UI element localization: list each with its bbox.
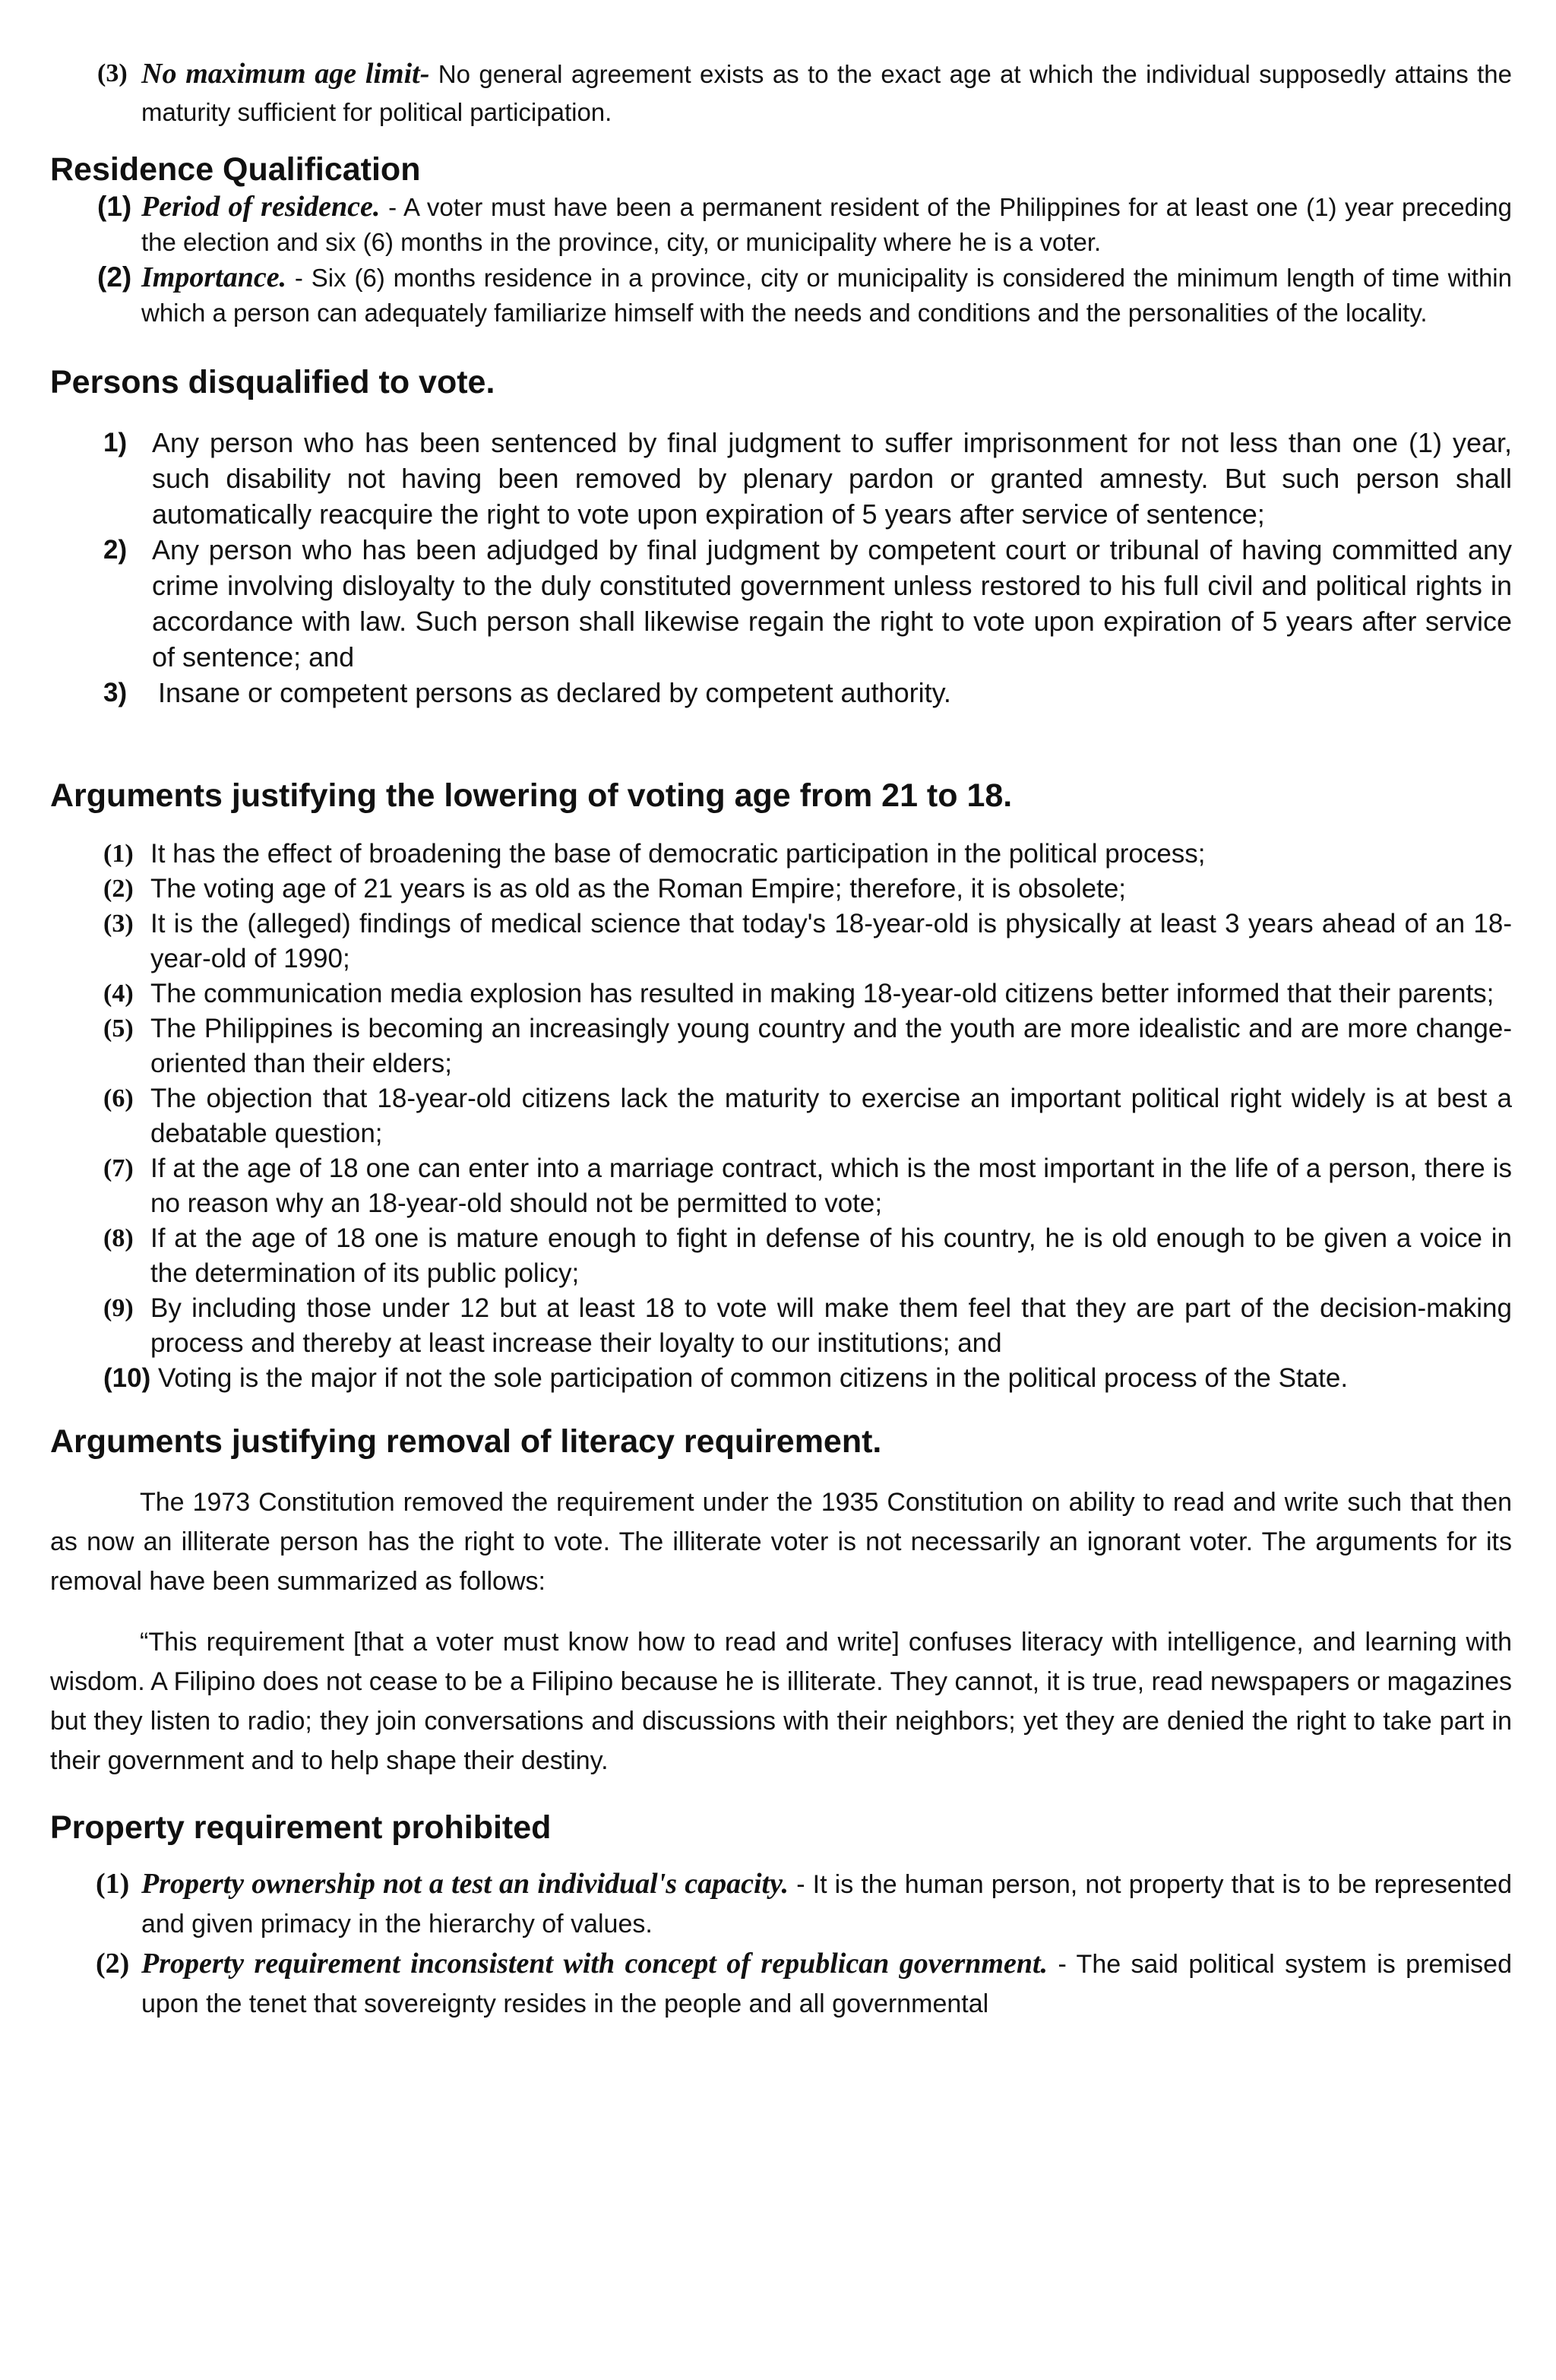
item-text: - A voter must have been a permanent resident of the Philippines for at least one (1) year preceding the election and six (6) months in the province, city, or municipality where he is a voter. bbox=[141, 193, 1512, 256]
item-number: 2) bbox=[103, 535, 128, 565]
item-text: By including those under 12 but at least 18 to vote will make them feel that they are part of the decision-making process and thereby at least increase their loyalty to our institutions; and bbox=[150, 1293, 1512, 1358]
item-text: Any person who has been sentenced by final judgment to suffer imprisonment for not less than one (1) year, such disability not having been removed by plenary pardon or granted amnesty. But such person shall automatically reacquire the right to vote upon expiration of 5 years after service of sentence; bbox=[152, 427, 1512, 530]
item-text: The Philippines is becoming an increasingly young country and the youth are more idealistic and are more change-oriented than their elders; bbox=[150, 1014, 1512, 1078]
heading-lowering: Arguments justifying the lowering of voting age from 21 to 18. bbox=[50, 777, 1013, 814]
item-text: - The said political system is premised upon the tenet that sovereignty resides in the people and all governmental bbox=[141, 1950, 1512, 2018]
disqualified-item-2 bbox=[103, 532, 1512, 675]
lowering-list bbox=[50, 837, 1512, 1396]
item-number: (2) bbox=[97, 261, 132, 293]
literacy-paragraph-1: The 1973 Constitution removed the requirement under the 1935 Constitution on ability to read and write such that then as now an illiterate person has the right to vote. The illiterate voter is not necessarily an ignorant voter. The arguments for its removal have been summarized as follows: bbox=[50, 1488, 1512, 1596]
property-item-2 bbox=[96, 1944, 1512, 2024]
literacy-paragraph-2: “This requirement [that a voter must know how to read and write] confuses literacy with intelligence, and learning with wisdom. A Filipino does not cease to be a Filipino because he is illiterate. They cannot, it is true, read newspapers or magazines but they listen to radio; they join conversations and discussions with their neighbors; yet they are denied the right to take part in their government and to help shape their destiny. bbox=[50, 1628, 1512, 1775]
item-text: If at the age of 18 one can enter into a marriage contract, which is the most important in the life of a person, there is no reason why an 18-year-old should not be permitted to vote; bbox=[150, 1154, 1512, 1218]
item-number: (5) bbox=[103, 1014, 134, 1043]
item-text: The communication media explosion has resulted in making 18-year-old citizens better informed that their parents; bbox=[150, 979, 1494, 1008]
heading-residence: Residence Qualification bbox=[50, 151, 421, 188]
property-item-1 bbox=[96, 1864, 1512, 1944]
item-text: It is the (alleged) findings of medical science that today's 18-year-old is physically at least 3 years ahead of an 18-year-old of 1990; bbox=[150, 909, 1512, 973]
item-number: (3) bbox=[97, 59, 128, 87]
item-number: (10) bbox=[103, 1363, 151, 1393]
item-text: No general agreement exists as to the exact age at which the individual supposedly attains the maturity sufficient for political participation. bbox=[141, 60, 1512, 126]
item-number: 3) bbox=[103, 678, 128, 707]
lowering-item bbox=[103, 1081, 1512, 1151]
disqualified-item-1 bbox=[103, 425, 1512, 532]
item-lead: Property ownership not a test an individual's capacity. bbox=[141, 1868, 789, 1900]
disqualified-item-3 bbox=[103, 675, 1512, 711]
lowering-item bbox=[103, 976, 1512, 1011]
lowering-item bbox=[103, 1221, 1512, 1291]
item-number: (9) bbox=[103, 1294, 134, 1322]
item-text: - It is the human person, not property that is to be represented and given primacy in the hierarchy of values. bbox=[141, 1870, 1512, 1938]
item-number: (2) bbox=[103, 875, 134, 903]
item-lead: Property requirement inconsistent with concept of republican government. bbox=[141, 1948, 1048, 1980]
item-number: (8) bbox=[103, 1224, 134, 1252]
heading-property: Property requirement prohibited bbox=[50, 1809, 552, 1846]
lowering-item bbox=[103, 837, 1512, 872]
lowering-item bbox=[103, 1011, 1512, 1081]
residence-item-1 bbox=[97, 189, 1512, 260]
item-text: The voting age of 21 years is as old as the Roman Empire; therefore, it is obsolete; bbox=[150, 874, 1127, 904]
item-lead: Period of residence. bbox=[141, 191, 381, 223]
item-number: (1) bbox=[103, 840, 134, 868]
item-text: Voting is the major if not the sole participation of common citizens in the political process of the State. bbox=[150, 1363, 1349, 1393]
lowering-item bbox=[103, 872, 1512, 907]
heading-disqualified: Persons disqualified to vote. bbox=[50, 364, 495, 400]
residence-item-2 bbox=[97, 260, 1512, 331]
heading-literacy: Arguments justifying removal of literacy requirement. bbox=[50, 1423, 882, 1460]
item-number: (7) bbox=[103, 1154, 134, 1182]
item-text: Any person who has been adjudged by final judgment by competent court or tribunal of having committed any crime involving disloyalty to the duly constituted government unless restored to his full civil and political rights in accordance with law. Such person shall likewise regain the right to vote upon expiration of 5 years after service of sentence; and bbox=[152, 534, 1512, 673]
age-item-3 bbox=[97, 55, 1512, 131]
item-lead: No maximum age limit- bbox=[141, 58, 430, 90]
item-text: The objection that 18-year-old citizens lack the maturity to exercise an important political right widely is at best a debatable question; bbox=[150, 1084, 1512, 1148]
item-number: (3) bbox=[103, 910, 134, 938]
item-text: It has the effect of broadening the base of democratic participation in the political process; bbox=[150, 839, 1206, 869]
item-number: 1) bbox=[103, 428, 128, 457]
lowering-item bbox=[103, 1291, 1512, 1361]
lowering-item bbox=[103, 907, 1512, 976]
item-number: (6) bbox=[103, 1084, 134, 1112]
lowering-item bbox=[103, 1151, 1512, 1221]
item-number: (1) bbox=[96, 1868, 130, 1900]
item-text: - Six (6) months residence in a province, city or municipality is considered the minimum length of time within which a person can adequately familiarize himself with the needs and conditions and the personalities of the locality. bbox=[141, 264, 1512, 327]
item-text: Insane or competent persons as declared by competent authority. bbox=[158, 677, 951, 708]
item-number: (2) bbox=[96, 1948, 130, 1980]
lowering-item-10 bbox=[103, 1361, 1512, 1396]
item-number: (4) bbox=[103, 980, 134, 1008]
item-number: (1) bbox=[97, 191, 132, 222]
item-text: If at the age of 18 one is mature enough to fight in defense of his country, he is old enough to be given a voice in the determination of its public policy; bbox=[150, 1223, 1512, 1288]
document-page bbox=[50, 55, 1512, 2024]
item-lead: Importance. bbox=[141, 261, 287, 293]
